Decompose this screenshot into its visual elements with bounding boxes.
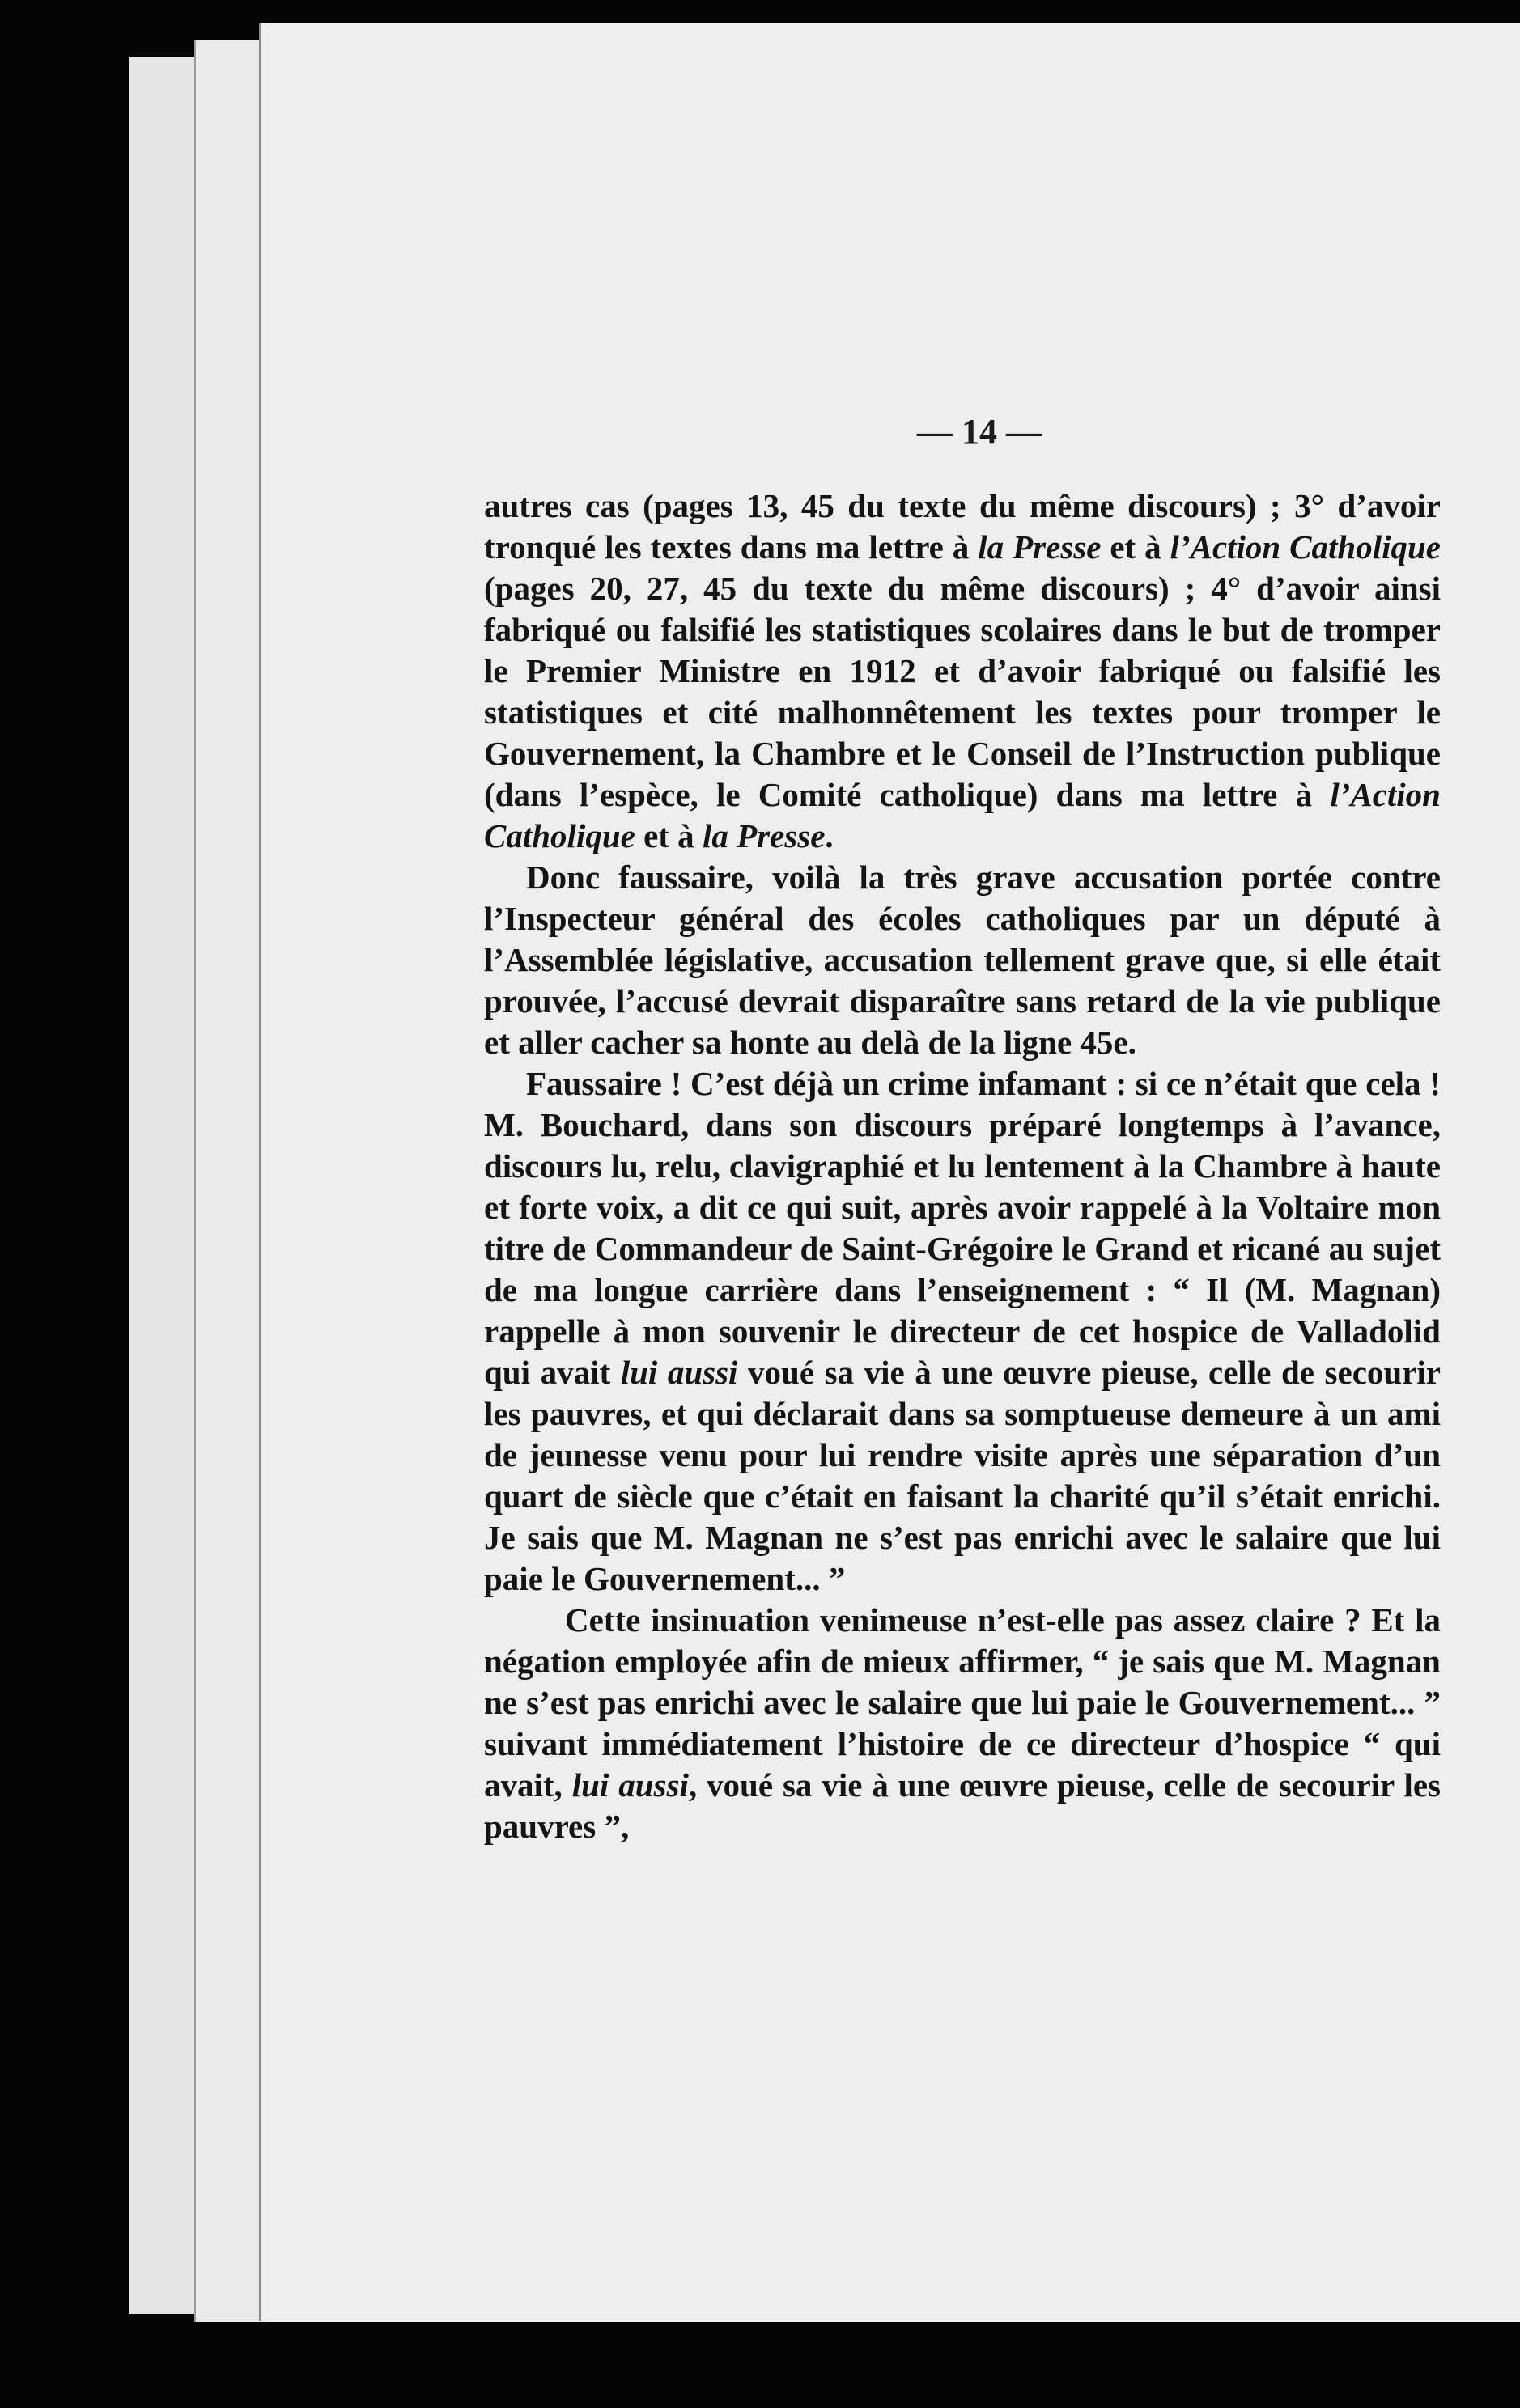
- paragraph-4: Cette insinuation venimeuse n’est-elle pas assez claire ? Et la négation employée afin de mieux affirmer, “ je sais que M. Magnan ne s’est pas enrichi avec le salaire que lui paie le Gouvernement... ” suivant immédiatement l’histoire de ce directeur d’hospice “ qui avait, lui aussi, voué sa vie à une œuvre pieuse, celle de secourir les pauvres ”,: [484, 1601, 1441, 1845]
- paragraph-2: Donc faussaire, voilà la très grave accusation portée contre l’Inspecteur général des écoles catholiques par un député à l’Assemblée législative, accusation tellement grave que, si elle était prouvée, l’accusé devrait disparaître sans retard de la vie publique et aller cacher sa honte au delà de la ligne 45e.: [484, 858, 1441, 1061]
- paragraph-3: Faussaire ! C’est déjà un crime infamant : si ce n’était que cela ! M. Bouchard, dans son discours préparé longtemps à l’avance, discours lu, relu, clavigraphié et lu lentement à la Chambre à haute et forte voix, a dit ce qui suit, après avoir rappelé à la Voltaire mon titre de Commandeur de Saint-Grégoire le Grand et ricané au sujet de ma longue carrière dans l’enseignement : “ Il (M. Magnan) rappelle à mon souvenir le directeur de cet hospice de Valladolid qui avait lui aussi voué sa vie à une œuvre pieuse, celle de secourir les pauvres, et qui déclarait dans sa somptueuse demeure à un ami de jeunesse venu pour lui rendre visite après une séparation d’un quart de siècle que c’était en faisant la charité qu’il s’était enrichi. Je sais que M. Magnan ne s’est pas enrichi avec le salaire que lui paie le Gouvernement... ”: [484, 1065, 1441, 1597]
- paragraph-1: autres cas (pages 13, 45 du texte du même discours) ; 3° d’avoir tronqué les textes dans ma lettre à la Presse et à l’Action Catholique (pages 20, 27, 45 du texte du même discours) ; 4° d’avoir ainsi fabriqué ou falsifié les statistiques scolaires dans le but de tromper le Premier Ministre en 1912 et d’avoir fabriqué ou falsifié les statistiques et cité malhonnêtement les textes pour tromper le Gouvernement, la Chambre et le Conseil de l’Instruction publique (dans l’espèce, le Comité catholique) dans ma lettre à l’Action Catholique et à la Presse.: [484, 487, 1441, 854]
- body-text: [484, 485, 1441, 1847]
- page-number: — 14 —: [917, 412, 1042, 451]
